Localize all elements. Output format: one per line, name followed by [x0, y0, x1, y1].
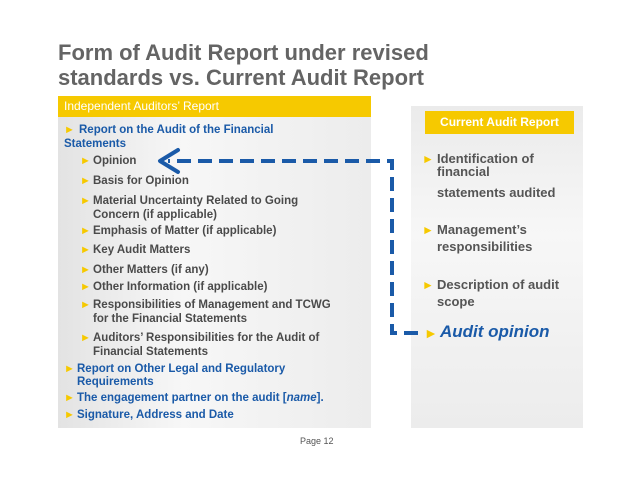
item-responsibilities-management-line-1: Responsibilities of Management and TCWG	[93, 299, 331, 311]
item-material-uncertainty-line-1: Material Uncertainty Related to Going	[93, 195, 299, 207]
independent-auditors-report-header: Independent Auditors’ Report	[58, 96, 371, 117]
identification-line-1: Identification of	[437, 151, 534, 166]
management-line-1: Management’s	[437, 222, 527, 237]
engagement-partner-suffix: ].	[316, 392, 324, 404]
arrow-bullet-icon: ►	[80, 155, 91, 167]
arrow-bullet-icon: ►	[80, 195, 91, 207]
item-basis-for-opinion: Basis for Opinion	[93, 175, 189, 187]
engagement-partner-name: name	[286, 392, 317, 404]
title-line-1: Form of Audit Report under revised	[58, 40, 429, 65]
arrow-bullet-icon: ►	[80, 299, 91, 311]
arrow-bullet-icon: ►	[80, 264, 91, 276]
report-legal-regulatory-line-1: Report on Other Legal and Regulatory	[77, 363, 286, 375]
title-line-2: standards vs. Current Audit Report	[58, 65, 424, 90]
arrow-bullet-icon: ►	[422, 223, 434, 237]
item-material-uncertainty-line-2: Concern (if applicable)	[93, 209, 217, 221]
arrow-bullet-icon: ►	[80, 225, 91, 237]
arrow-bullet-icon: ►	[64, 392, 75, 404]
identification-line-2: financial	[437, 164, 490, 179]
item-other-matters: Other Matters (if any)	[93, 264, 209, 276]
report-on-audit-line-1: Report on the Audit of the Financial	[79, 124, 274, 136]
item-emphasis-of-matter: Emphasis of Matter (if applicable)	[93, 225, 277, 237]
current-audit-report-header: Current Audit Report	[425, 111, 574, 134]
arrow-bullet-icon: ►	[422, 278, 434, 292]
signature-address-date: Signature, Address and Date	[77, 409, 234, 421]
item-other-information: Other Information (if applicable)	[93, 281, 268, 293]
description-line-1: Description of audit	[437, 277, 560, 292]
item-opinion: Opinion	[93, 155, 137, 167]
arrow-bullet-icon: ►	[64, 363, 75, 375]
report-legal-regulatory-line-2: Requirements	[77, 376, 154, 388]
dashed-flow-line	[168, 161, 418, 333]
management-line-2: responsibilities	[437, 239, 533, 254]
arrow-bullet-icon: ►	[64, 409, 75, 421]
engagement-partner-prefix: The engagement partner on the audit [	[77, 392, 287, 404]
audit-opinion: Audit opinion	[440, 322, 550, 341]
page-number: Page 12	[300, 436, 334, 446]
arrow-bullet-icon: ►	[80, 332, 91, 344]
description-line-2: scope	[437, 294, 475, 309]
arrow-bullet-icon: ►	[80, 281, 91, 293]
item-key-audit-matters: Key Audit Matters	[93, 244, 191, 256]
item-auditors-responsibilities-line-1: Auditors’ Responsibilities for the Audit of	[93, 332, 320, 344]
report-on-audit-line-2: Statements	[64, 138, 126, 150]
arrow-bullet-icon: ►	[80, 244, 91, 256]
arrow-bullet-icon: ►	[424, 325, 438, 341]
arrow-bullet-icon: ►	[64, 124, 75, 136]
item-responsibilities-management-line-2: for the Financial Statements	[93, 313, 248, 325]
identification-line-3: statements audited	[437, 185, 556, 200]
arrow-bullet-icon: ►	[80, 175, 91, 187]
arrow-bullet-icon: ►	[422, 152, 434, 166]
item-auditors-responsibilities-line-2: Financial Statements	[93, 346, 209, 358]
